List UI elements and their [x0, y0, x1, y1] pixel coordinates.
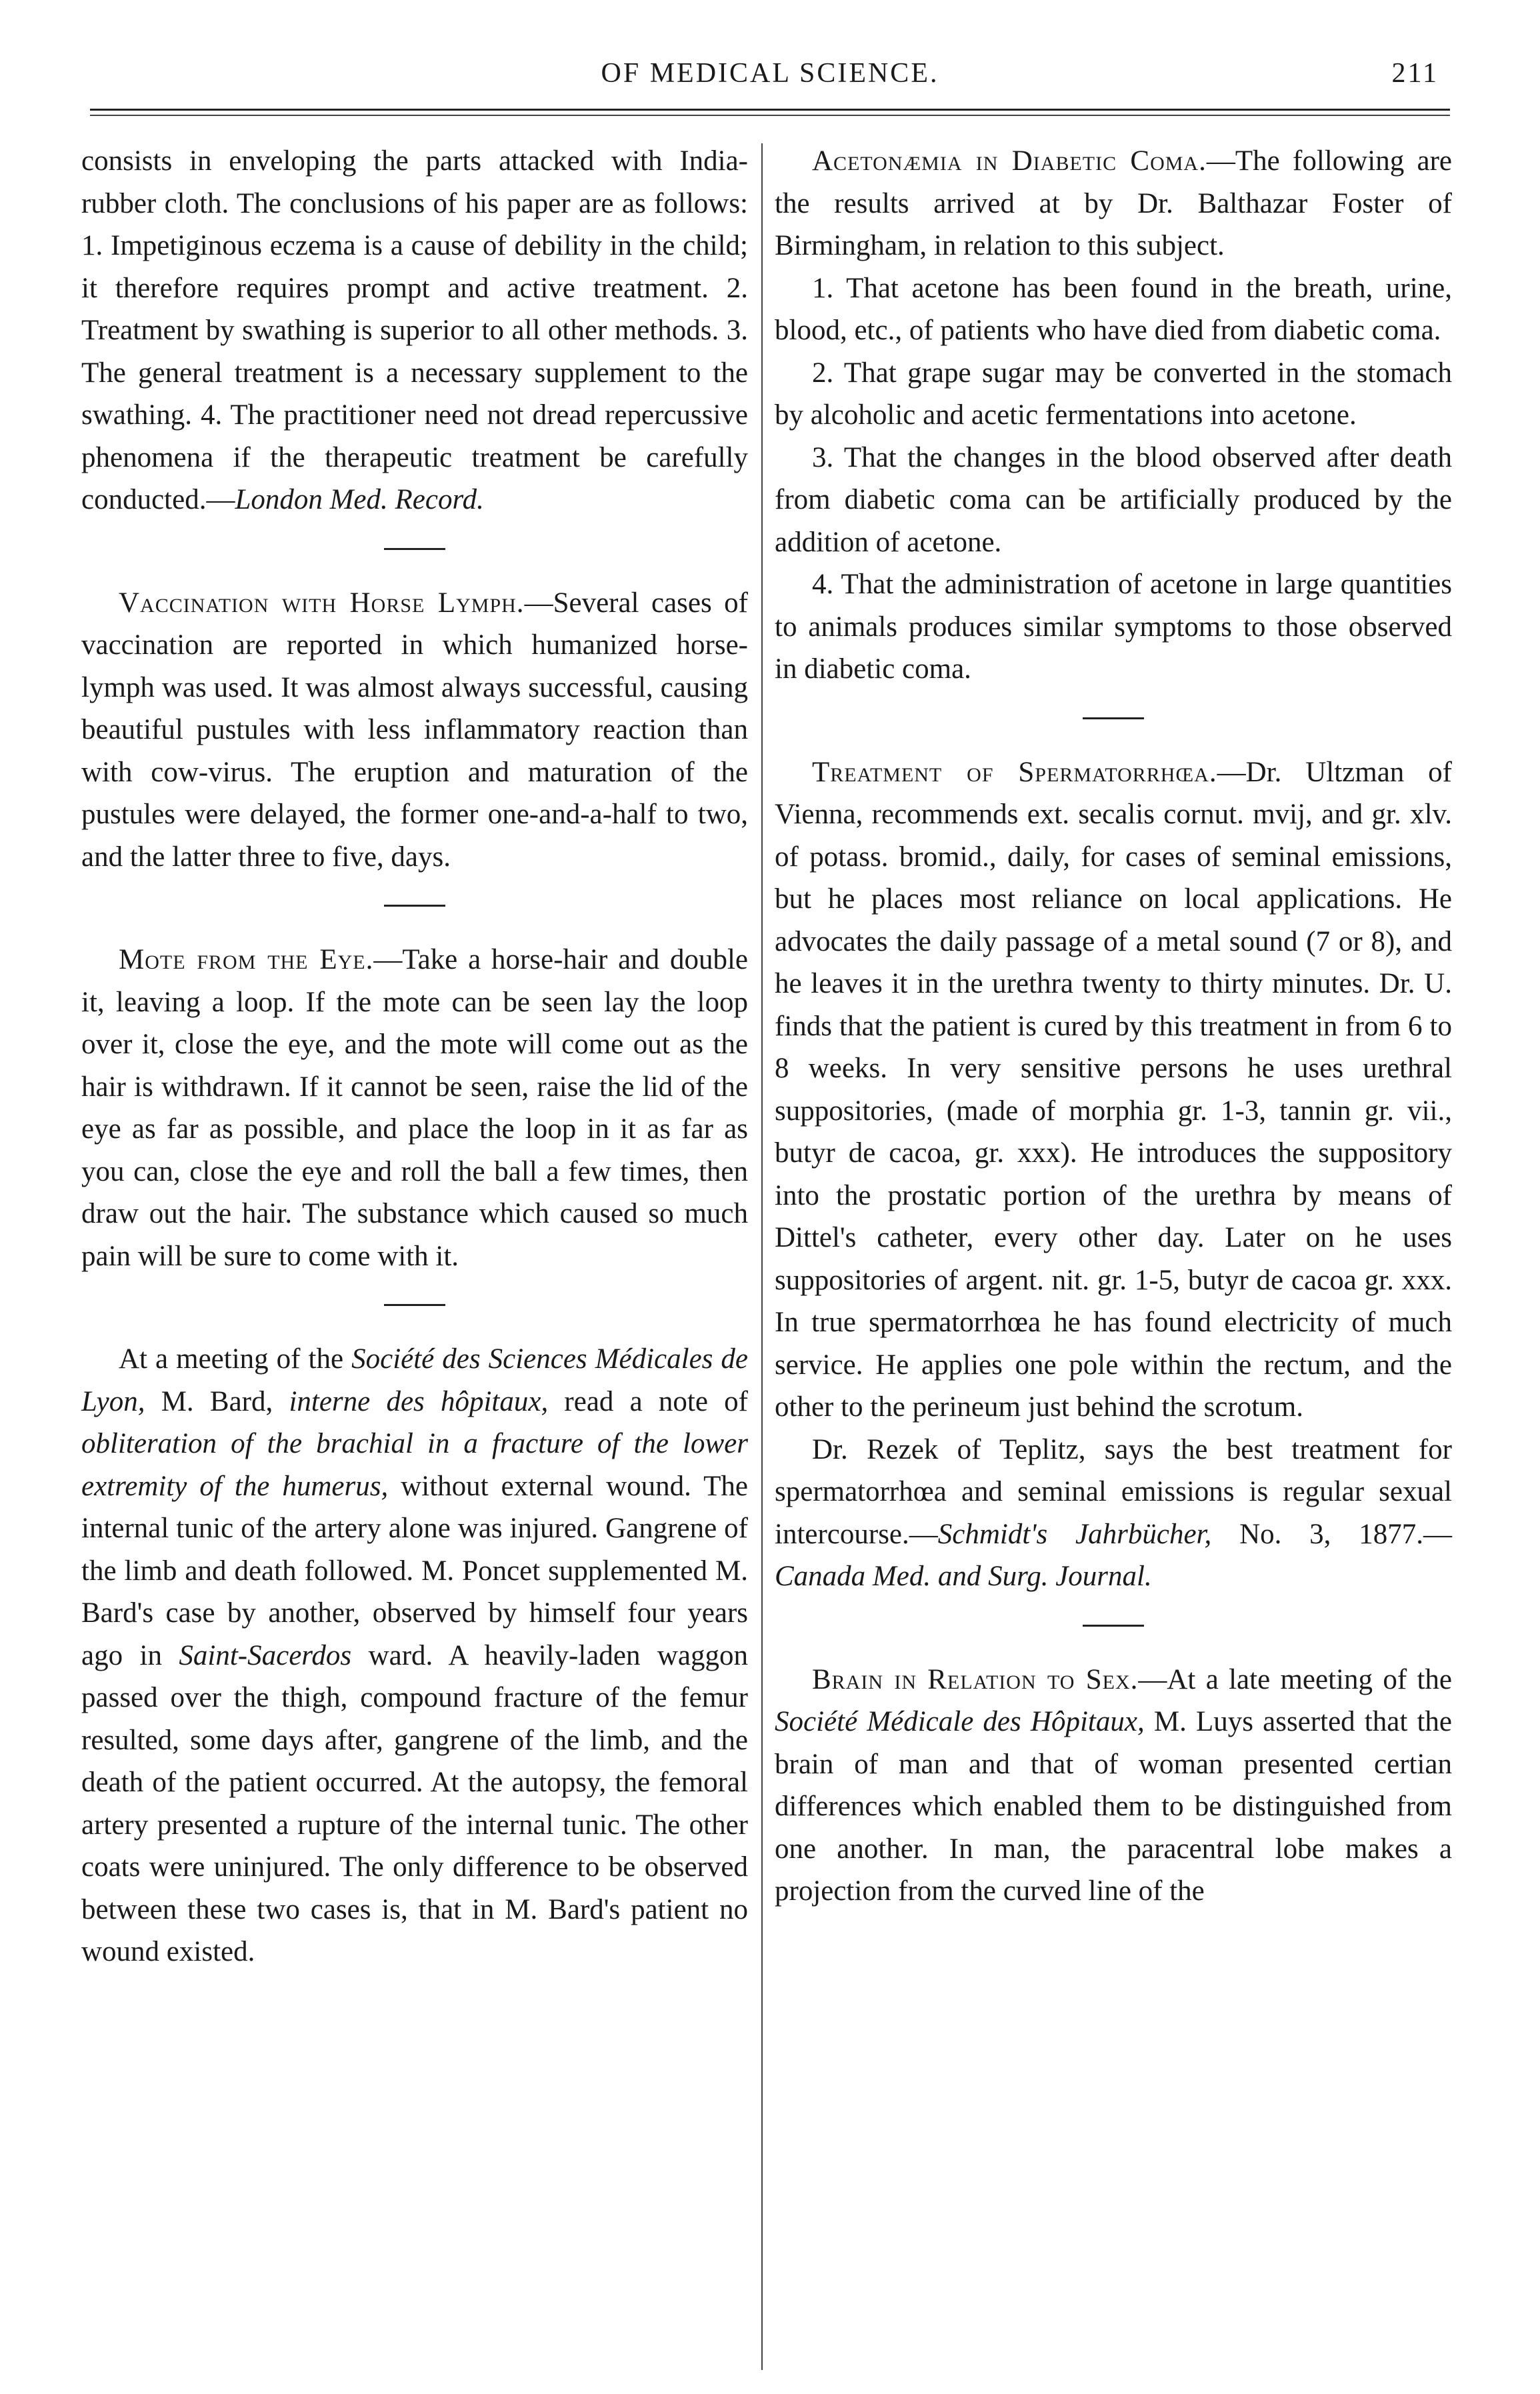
section-separator — [384, 548, 445, 550]
article-heading: Brain in Relation to Sex. — [812, 1663, 1139, 1695]
eczema-paragraph: consists in enveloping the parts attacked with India-rubber cloth. The conclusions of his paper are as follows: 1. Impetiginous eczema is a cause of debility in the child; it therefore requires prompt and active treatment. 2. Treatment by swathing is superior to all other methods. 3. The general treatment is a necessary supplement to the swathing. 4. The practitioner need not dread repercussive phenomena if the therapeutic treatment be carefully conducted.—London Med. Record. — [81, 145, 748, 515]
header-rule — [90, 115, 1450, 116]
list-item: 2. That grape sugar may be converted in the stomach by alcoholic and acetic fermentations into acetone. — [775, 357, 1452, 431]
lyon-meeting-article: At a meeting of the Société des Sciences Médicales de Lyon, M. Bard, interne des hôpitaux, read a note of obliteration of the brachial in a fracture of the lower extremity of the humerus, without external wound. The internal tunic of the artery alone was injured. Gangrene of the limb and death followed. M. Poncet supplemented M. Bard's case by another, observed by himself four years ago in Saint-Sacerdos ward. A heavily-laden waggon passed over the thigh, compound fracture of the femur resulted, some days after, gangrene of the limb, and the death of the patient occurred. At the autopsy, the femoral artery presented a rupture of the internal tunic. The other coats were uninjured. The only difference to be observed between these two cases is, that in M. Bard's patient no wound existed. — [81, 1343, 749, 1967]
page-number: 211 — [1391, 58, 1439, 89]
article-heading: Acetonæmia in Diabetic Coma. — [812, 145, 1207, 177]
citation: Canada Med. and Surg. Journal. — [775, 1561, 1152, 1592]
article-heading: Mote from the Eye. — [119, 944, 374, 975]
acetonaemia-article: Acetonæmia in Diabetic Coma.—The following are the results arrived at by Dr. Balthazar Foster of Birmingham, in relation to this subject. — [775, 145, 1453, 261]
running-head — [0, 57, 1540, 104]
section-separator — [1083, 717, 1144, 719]
left-column — [81, 140, 748, 1973]
citation: London Med. Record. — [235, 484, 484, 515]
spermatorrhoea-article: Treatment of Spermatorrhœa.—Dr. Ultzman of Vienna, recommends ext. secalis cornut. mvij, and gr. xlv. of potass. bromid., daily, for cases of seminal emissions, but he places most reliance on local applications. He advocates the daily passage of a metal sound (7 or 8), and he leaves it in the urethra twenty to thirty minutes. Dr. U. finds that the patient is cured by this treatment in from 6 to 8 weeks. In very sensitive persons he uses urethral suppositories, (made of morphia gr. 1-3, tannin gr. vii., butyr de cacoa, gr. xxx). He introduces the suppository into the prostatic portion of the urethra by means of Dittel's catheter, every other day. Later on he uses suppositories of argent. nit. gr. 1-5, butyr de cacoa gr. xxx. In true spermatorrhœa he has found electricity of much service. He applies one pole within the rectum, and the other to the perineum just behind the scrotum. — [775, 756, 1453, 1423]
list-item: 4. That the administration of acetone in large quantities to animals produces similar symptoms to those observed in diabetic coma. — [775, 569, 1452, 685]
brain-sex-article: Brain in Relation to Sex.—At a late meeting of the Société Médicale des Hôpitaux, M. Luys asserted that the brain of man and that of woman presented certian differences which enabled them to be distinguished from one another. In man, the paracentral lobe makes a projection from the curved line of the — [775, 1663, 1452, 1907]
section-separator — [384, 905, 445, 907]
right-column — [775, 140, 1452, 1913]
mote-article: Mote from the Eye.—Take a horse-hair and double it, leaving a loop. If the mote can be seen lay the loop over it, close the eye, and the mote will come out as the hair is withdrawn. If it cannot be seen, raise the lid of the eye as far as possible, and place the loop in it as far as you can, close the eye and roll the ball a few times, then draw out the hair. The substance which caused so much pain will be sure to come with it. — [81, 944, 748, 1272]
rezek-paragraph: Dr. Rezek of Teplitz, says the best treatment for spermatorrhœa and seminal emissions is regular sexual intercourse.—Schmidt's Jahrbücher, No. 3, 1877.—Canada Med. and Surg. Journal. — [775, 1433, 1452, 1592]
article-heading: Treatment of Spermatorrhœa. — [812, 756, 1217, 788]
column-divider — [761, 143, 763, 2370]
header-rule — [90, 109, 1450, 111]
section-separator — [1083, 1625, 1144, 1627]
list-item: 3. That the changes in the blood observed after death from diabetic coma can be artificially produced by the addition of acetone. — [775, 441, 1452, 558]
running-title: OF MEDICAL SCIENCE. — [601, 58, 939, 89]
vaccination-article: Vaccination with Horse Lymph.—Several cases of vaccination are reported in which humanized horse-lymph was used. It was almost always successful, causing beautiful pustules with less inflammatory reaction than with cow-virus. The eruption and maturation of the pustules were delayed, the former one-and-a-half to two, and the latter three to five, days. — [81, 587, 748, 873]
article-heading: Vaccination with Horse Lymph. — [119, 587, 525, 619]
section-separator — [384, 1304, 445, 1306]
list-item: 1. That acetone has been found in the breath, urine, blood, etc., of patients who have died from diabetic coma. — [775, 272, 1452, 346]
